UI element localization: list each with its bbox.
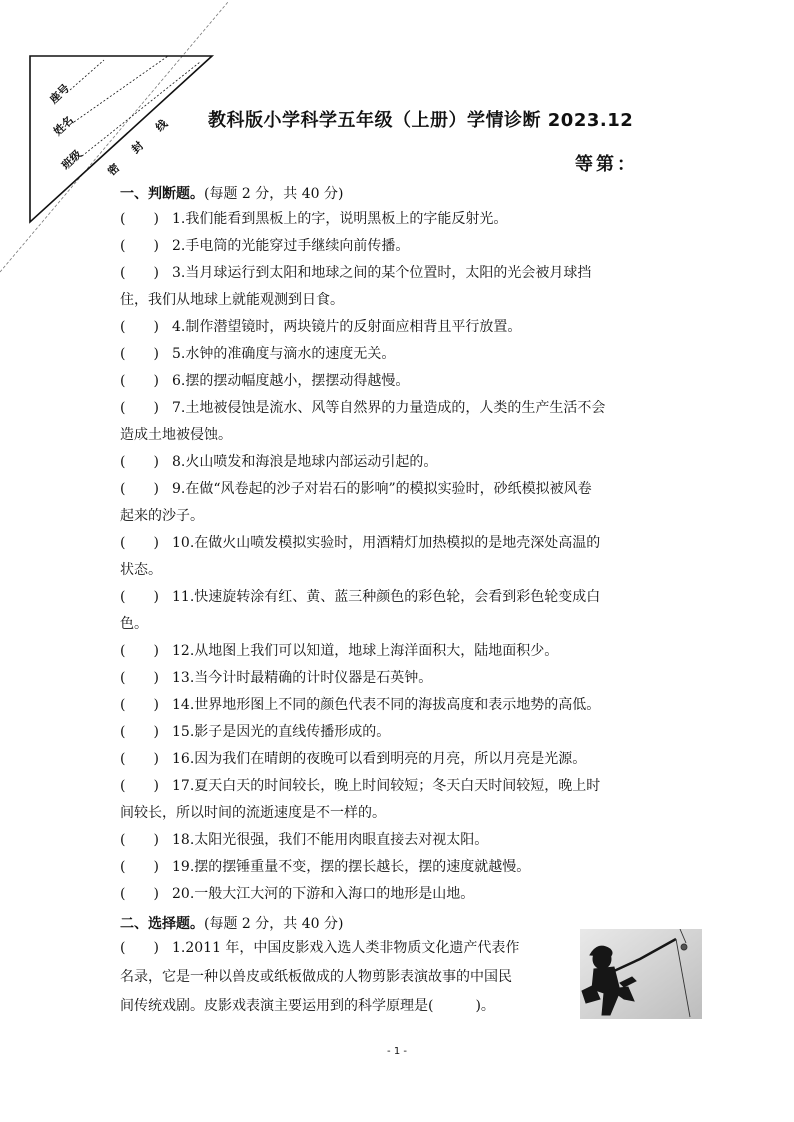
tf-item-7-cont: 造成土地被侵蚀。 — [120, 427, 232, 443]
tf-item-1: ( ) 1.我们能看到黑板上的字，说明黑板上的字能反射光。 — [120, 206, 680, 233]
tf-item-19: ( ) 19.摆的摆锤重量不变，摆的摆长越长，摆的速度就越慢。 — [120, 854, 680, 881]
tf-item-6: ( ) 6.摆的摆动幅度越小，摆摆动得越慢。 — [120, 368, 680, 395]
answer-blank: ( ) — [120, 886, 159, 902]
tf-item-3: ( ) 3.当月球运行到太阳和地球之间的某个位置时，太阳的光会被月球挡 — [120, 260, 680, 287]
tf-item-9-cont: 起来的沙子。 — [120, 508, 204, 524]
tf-item-10: ( ) 10.在做火山喷发模拟实验时，用酒精灯加热模拟的是地壳深处高温的 — [120, 530, 680, 557]
name-label: 姓名 — [51, 113, 77, 139]
class-label: 班级 — [59, 147, 85, 173]
answer-blank: ( ) — [120, 373, 159, 389]
answer-blank: ( ) — [120, 697, 159, 713]
tf-item-16: ( ) 16.因为我们在晴朗的夜晚可以看到明亮的月亮，所以月亮是光源。 — [120, 746, 680, 773]
answer-blank: ( ) — [120, 778, 159, 794]
tf-item-3-cont: 住，我们从地球上就能观测到日食。 — [120, 292, 344, 308]
answer-blank: ( ) — [120, 643, 159, 659]
answer-blank: ( ) — [120, 940, 159, 956]
answer-blank: ( ) — [120, 724, 159, 740]
mc-question-1 — [120, 934, 570, 1021]
tf-item-10-cont: 状态。 — [120, 562, 162, 578]
tf-item-9: ( ) 9.在做“风卷起的沙子对岩石的影响”的模拟实验时，砂纸模拟被风卷 — [120, 476, 680, 503]
seal-char-3: 线 — [153, 117, 171, 135]
answer-blank: ( ) — [120, 589, 159, 605]
tf-item-14: ( ) 14.世界地形图上不同的颜色代表不同的海拔高度和表示地势的高低。 — [120, 692, 680, 719]
shadow-puppet-image — [580, 929, 702, 1019]
answer-blank: ( ) — [120, 319, 159, 335]
tf-item-18: ( ) 18.太阳光很强，我们不能用肉眼直接去对视太阳。 — [120, 827, 680, 854]
answer-blank: ( ) — [120, 535, 159, 551]
seat-label: 座号 — [47, 81, 73, 107]
answer-blank: ( ) — [120, 670, 159, 686]
section-1-heading — [120, 183, 343, 203]
answer-blank: ( ) — [120, 265, 159, 281]
tf-item-13: ( ) 13.当今计时最精确的计时仪器是石英钟。 — [120, 665, 680, 692]
mc-question-1-line-3: 间传统戏剧。皮影戏表演主要运用到的科学原理是( )。 — [120, 998, 495, 1014]
answer-blank: ( ) — [120, 751, 159, 767]
tf-item-12: ( ) 12.从地图上我们可以知道，地球上海洋面积大，陆地面积少。 — [120, 638, 680, 665]
seal-char-2: 封 — [129, 139, 147, 157]
tf-item-4: ( ) 4.制作潜望镜时，两块镜片的反射面应相背且平行放置。 — [120, 314, 680, 341]
mc-question-1-line-2: 名录，它是一种以兽皮或纸板做成的人物剪影表演故事的中国民 — [120, 969, 512, 985]
answer-blank: ( ) — [120, 211, 159, 227]
tf-item-17-cont: 间较长，所以时间的流逝速度是不一样的。 — [120, 805, 386, 821]
tf-item-7: ( ) 7.土地被侵蚀是流水、风等自然界的力量造成的，人类的生产生活不会 — [120, 395, 680, 422]
tf-item-20: ( ) 20.一般大江大河的下游和入海口的地形是山地。 — [120, 881, 680, 908]
answer-blank: ( ) — [120, 346, 159, 362]
section-1-title: 一、判断题。 — [120, 186, 204, 202]
answer-blank: ( ) — [120, 859, 159, 875]
grade-label: 等第： — [575, 154, 638, 175]
answer-blank: ( ) — [120, 832, 159, 848]
mc-question-1-line-1: ( ) 1.2011 年，中国皮影戏入选人类非物质文化遗产代表作 — [120, 934, 570, 963]
tf-item-17: ( ) 17.夏天白天的时间较长，晚上时间较短；冬天白天时间较短，晚上时 — [120, 773, 680, 800]
answer-blank: ( ) — [120, 454, 159, 470]
tf-item-2: ( ) 2.手电筒的光能穿过手继续向前传播。 — [120, 233, 680, 260]
tf-item-8: ( ) 8.火山喷发和海浪是地球内部运动引起的。 — [120, 449, 680, 476]
tf-item-15: ( ) 15.影子是因光的直线传播形成的。 — [120, 719, 680, 746]
tf-item-11: ( ) 11.快速旋转涂有红、黄、蓝三种颜色的彩色轮，会看到彩色轮变成白 — [120, 584, 680, 611]
answer-blank: ( ) — [120, 481, 159, 497]
section-2-title: 二、选择题。 — [120, 916, 204, 932]
tf-item-5: ( ) 5.水钟的准确度与滴水的速度无关。 — [120, 341, 680, 368]
section-1-note: (每题 2 分，共 40 分) — [204, 186, 344, 202]
section-2-heading — [120, 913, 343, 933]
page-number: - 1 - — [387, 1046, 407, 1057]
page-title: 教科版小学科学五年级（上册）学情诊断 2023.12 — [208, 110, 634, 131]
tf-item-11-cont: 色。 — [120, 616, 148, 632]
answer-blank: ( ) — [120, 400, 159, 416]
section-2-note: (每题 2 分，共 40 分) — [204, 916, 344, 932]
seal-char-1: 密 — [105, 161, 123, 179]
answer-blank: ( ) — [120, 238, 159, 254]
